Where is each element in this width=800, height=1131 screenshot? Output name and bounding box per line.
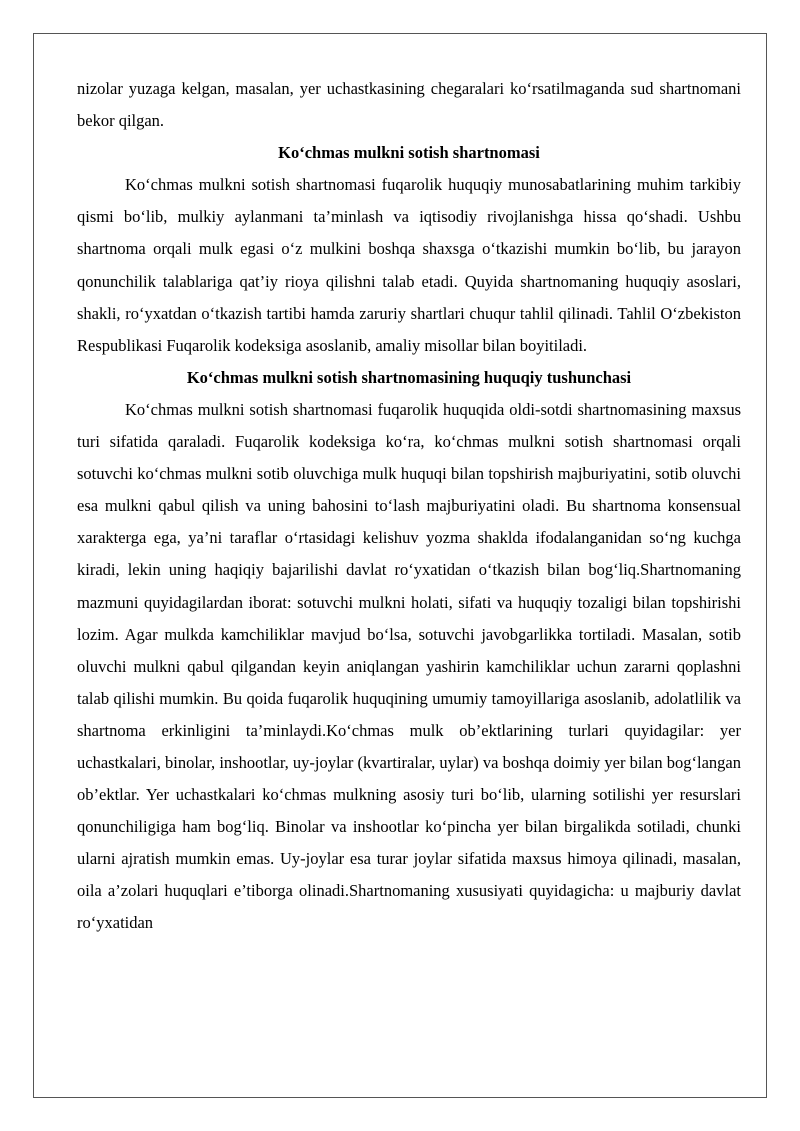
subsection-heading: Ko‘chmas mulkni sotish shartnomasining huquqiy tushunchasi (186, 367, 632, 387)
section-heading: Ko‘chmas mulkni sotish shartnomasi (278, 143, 540, 163)
body-paragraph: Ko‘chmas mulkni sotish shartnomasi fuqarolik huquqiy munosabatlarining muhim tarkibiy qismi bo‘lib, mulkiy aylanmani ta’minlash va iqtisodiy rivojlanishga hissa qo‘shadi. Ushbu shartnoma orqali mulk egasi o‘z mulkini boshqa shaxsga o‘tkazishi mumkin bo‘lib, bu jarayon qonunchilik talablariga qat’iy rioya qilishni talab etadi. Quyida shartnomaning huquqiy asoslari, shakli, ro‘yxatdan o‘tkazish tartibi hamda zaruriy shartlari chuqur tahlil qilinadi. Tahlil O‘zbekiston Respublikasi Fuqarolik kodeksiga asoslanib, amaliy misollar bilan boyitiladi. (77, 175, 741, 355)
intro-paragraph: nizolar yuzaga kelgan, masalan, yer uchastkasining chegaralari ko‘rsatilmaganda sud shartnomani bekor qilgan. (77, 79, 741, 131)
body-paragraph: Ko‘chmas mulkni sotish shartnomasi fuqarolik huquqida oldi-sotdi shartnomasining maxsus turi sifatida qaraladi. Fuqarolik kodeksiga ko‘ra, ko‘chmas mulkni sotish shartnomasi orqali sotuvchi ko‘chmas mulkni sotib oluvchiga mulk huquqi bilan topshirish majburiyatini, sotib oluvchi esa mulkni qabul qilish va uning bahosini to‘lash majburiyatini oladi. Bu shartnoma konsensual xarakterga ega, ya’ni taraflar o‘rtasidagi kelishuv yozma shaklda ifodalanganidan so‘ng kuchga kiradi, lekin uning haqiqiy bajarilishi davlat ro‘yxatidan o‘tkazish bilan bog‘liq.Shartnomaning mazmuni quyidagilardan iborat: sotuvchi mulkni holati, sifati va huquqiy tozaligi bilan topshirishi lozim. Agar mulkda kamchiliklar mavjud bo‘lsa, sotuvchi javobgarlikka tortiladi. Masalan, sotib oluvchi mulkni qabul qilgandan keyin aniqlangan yashirin kamchiliklar uchun zararni qoplashni talab qilishi mumkin. Bu qoida fuqarolik huquqining umumiy tamoyillariga asoslanib, adolatlilik va shartnoma erkinligini ta’minlaydi.Ko‘chmas mulk ob’ektlarining turlari quyidagilar: yer uchastkalari, binolar, inshootlar, uy-joylar (kvartiralar, uylar) va boshqa doimiy yer bilan bog‘langan ob’ektlar. Yer uchastkalari ko‘chmas mulkning asosiy turi bo‘lib, ularning sotilishi yer resurslari qonunchiligiga ham bog‘liq. Binolar va inshootlar ko‘pincha yer bilan birgalikda sotiladi, chunki ularni ajratish mumkin emas. Uy-joylar esa turar joylar sifatida maxsus himoya qilinadi, masalan, oila a’zolari huquqlari e’tiborga olinadi.Shartnomaning xususiyati quyidagicha: u majburiy davlat ro‘yxatidan (77, 399, 741, 933)
document-body (77, 73, 741, 940)
